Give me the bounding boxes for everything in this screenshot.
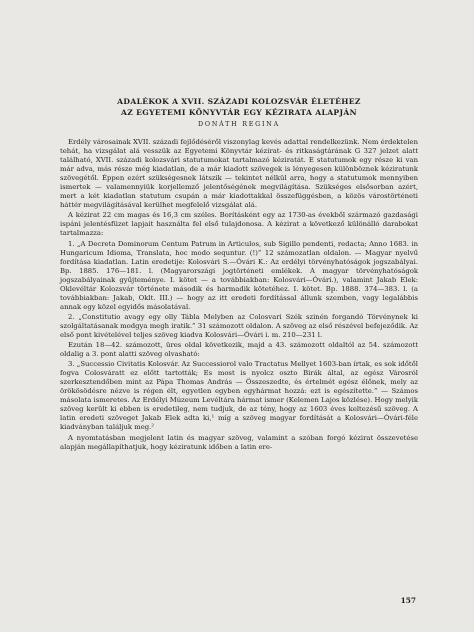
article-title bbox=[60, 96, 418, 118]
paragraph: Erdély városainak XVII. századi fejlődéséről viszonylag kevés adattal rendelkezünk. Nem érdektelen tehát, ha vizsgálat alá vesszük az Egyetemi Könyvtár kézirat- és ritkaságtárának G 327 jelzet alatt található, XVII. századi kolozsvári statutumokat tartalmazó kéziratát. E statutumok egy része ki van már adva, más része még kiadatlan, de a már kiadott szövegek is lényegesen különböznek kéziratunk szövegétől. Éppen ezért szükségesnek látszik — tekintet nélkül arra, hogy a statutumok mennyiben ismertek — valamennyiük korjellemző jelentőségének megvilágítása. Szükséges elsősorban azért, mert a két kiadatlan statutum csupán a már kiadottakkal összefüggésben, a közös várostörténeti háttér megvilágításával kerülhet megfelelő vizsgálat alá. bbox=[60, 138, 418, 210]
paragraph: 2. „Constitutio avagy egy olly Tábla Melyben az Colosvari Szék szinén forgandó Törvénynek ki szolgáltatásanak modgya megh iratik.” 31 számozott oldalon. A szöveg az első részével befejeződik. Az első pont kivételével teljes szöveg kiadva Kolosvári—Óvári i. m. 210—231 l. bbox=[60, 312, 418, 339]
article-body bbox=[60, 138, 418, 452]
page-number: 157 bbox=[400, 596, 416, 605]
title-line-1: ADALÉKOK A XVII. SZÁZADI KOLOZSVÁR ÉLETÉHEZ bbox=[117, 97, 361, 106]
paragraph: 1. „A Decreta Dominorum Centum Patrum in Articulos, sub Sigillo pendenti, redacta; Anno 1683. in Hungaricum Idioma, Translata, hoc modo sequntur. (!)” 12 számozatlan oldalon. — Magyar nyelvű fordítása kiadatlan. Latin eredetije: Kolosvári S.—Óvári K.: Az erdélyi törvényhatóságok jogszabályai. Bp. 1885. 176—181. l. (Magyarországi jogtörténeti emlékek. A magyar törvényhatóságok jogszabályainak gyűjteménye. I. kötet — a továbbiakban: Kolosvári—Óvári.), valamint Jakab Elek: Oklevéltár Kolozsvár története második és harmadik kötetéhez. I. kötet. Bp. 1888. 374—383. l. (a továbbiakban: Jakab, Oklt. III.) — hogy az itt eredeti fordítással állunk szemben, vagy legalábbis annak egy közel egyidős másolatával. bbox=[60, 239, 418, 311]
paragraph: A kézirat 22 cm magas és 16,3 cm széles. Borításként egy az 1730-as évekből származó gazdasági ispáni jelentésfüzet lapjait használta fel első tulajdonosa. A kézirat a következő különálló darabokat tartalmazza: bbox=[60, 211, 418, 238]
title-line-2: AZ EGYETEMI KÖNYVTÁR EGY KÉZIRATA ALAPJÁN bbox=[121, 108, 357, 117]
paragraph: A nyomtatásban megjelent latin és magyar szöveg, valamint a szóban forgó kézirat összevetése alapján megállapíthatjuk, hogy kéziratunk időben a latin ere- bbox=[60, 433, 418, 451]
paragraph: 3. „Successio Civitatis Kolosvár. Az Successiorol valo Tractatus Mellyet 1603-ban írtak, es sok időtől fogva Colosváratt ez előtt tartották; Es most is nyolcz oszto Birák által, az egész Városról szerkesztendőben mint az Pápa Thomas András — Összeszedte, és értelmét egész élőnek, mely az örökösödésre nézve is régen élt, egyetlen egyben egyhármat hozzá: ezt is egészítette.” — Számos másolata ismeretes. Az Erdélyi Múzeum Levéltára hármat ismer (Kelemen Lajos közlése). Hogy melyik szöveg került ki ebben is eredetileg, nem tudjuk, de az tény, hogy az 1603 éves keltezésű szöveg. A latin eredeti szöveget Jakab Elek adta ki,¹ míg a szöveg magyar fordítását a Kolosvári—Óvári-féle kiadványban találjuk meg.² bbox=[60, 360, 418, 432]
paragraph: Ezután 18—42. számozott, üres oldal következik, majd a 43. számozott oldaltól az 54. számozott oldalig a 3. pont alatti szöveg olvasható: bbox=[60, 341, 418, 359]
article-author: DONÁTH REGINA bbox=[198, 121, 280, 128]
